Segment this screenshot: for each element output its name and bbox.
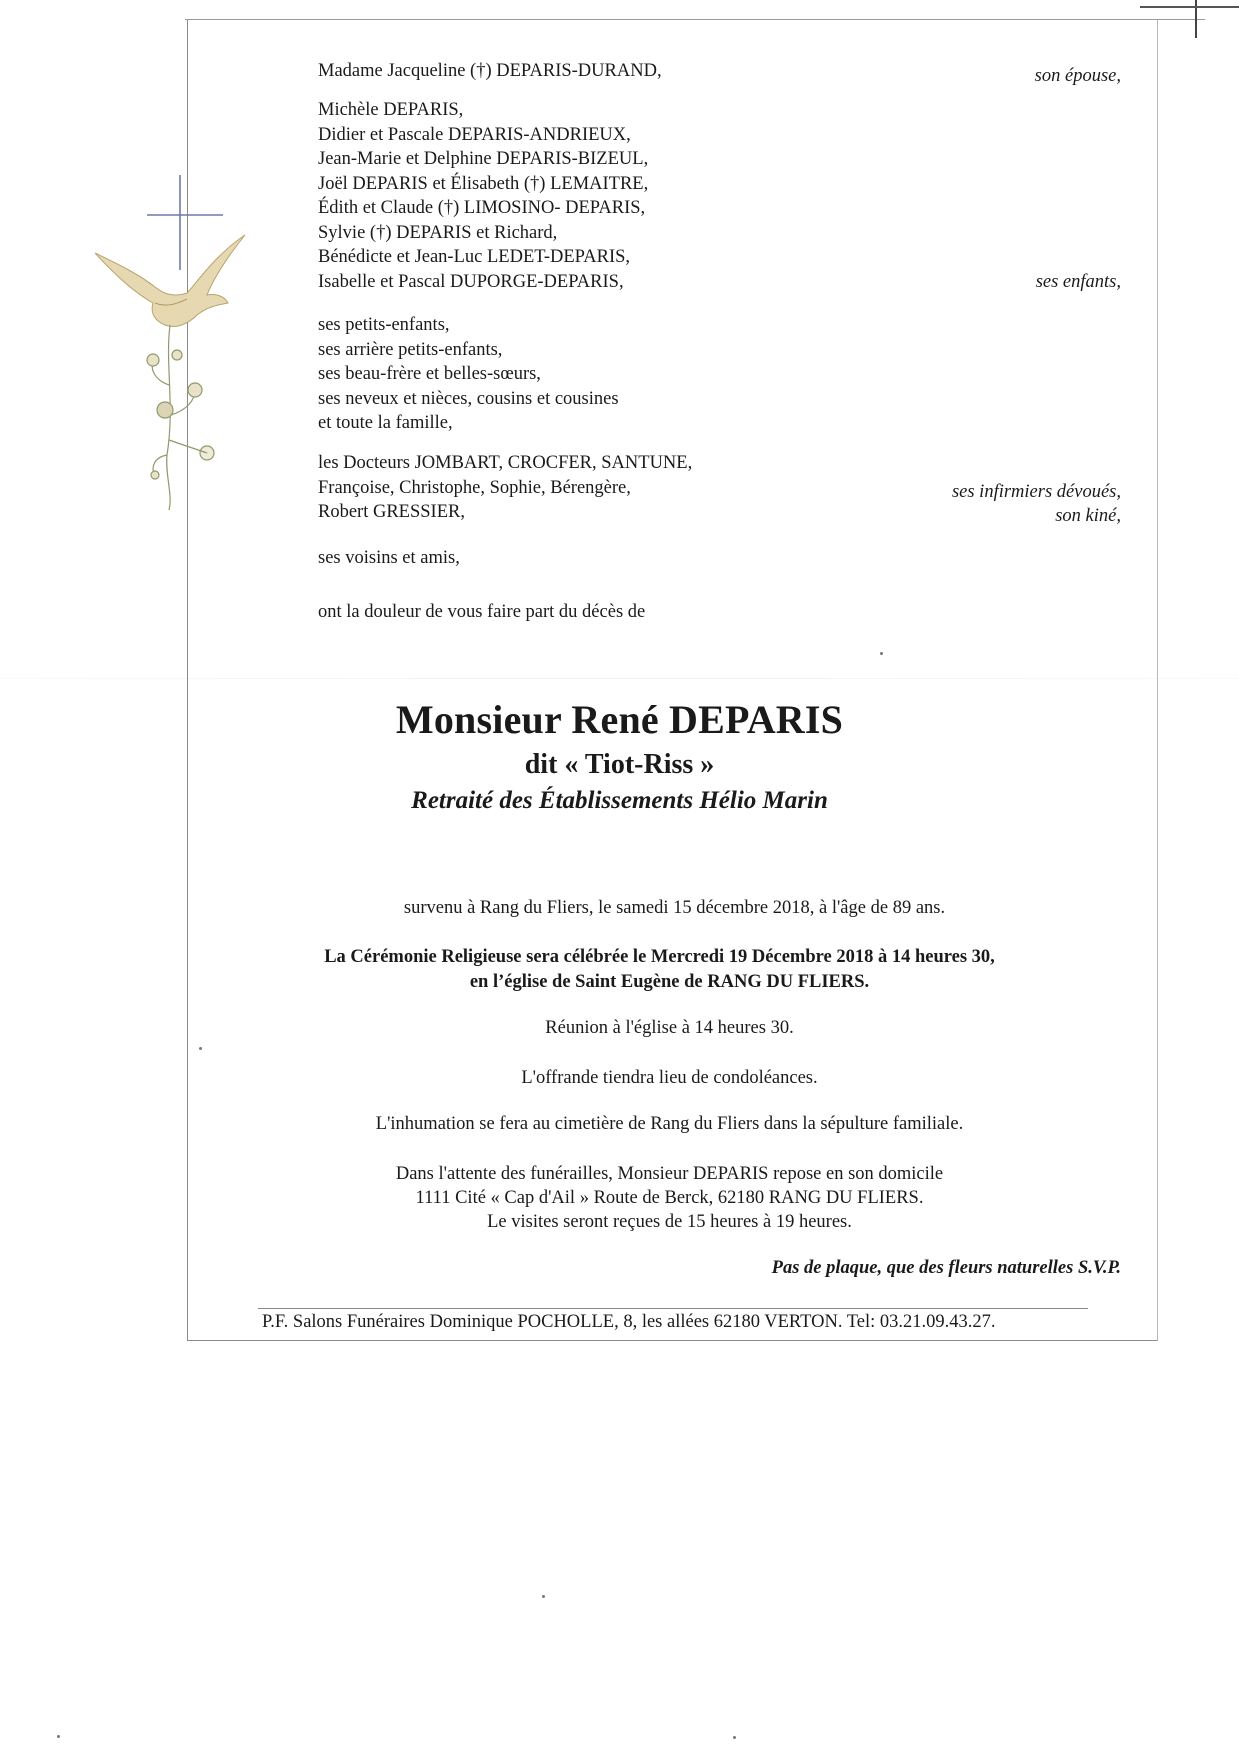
deceased-name: Monsieur René DEPARIS [395,697,844,742]
ceremony-line-1: La Cérémonie Religieuse sera célébrée le Mercredi 19 Décembre 2018 à 14 heures 30, [324,947,995,967]
carer-line: Françoise, Christophe, Sophie, Bérengère, [318,477,631,498]
dove-icon [95,235,245,327]
children-list [318,98,648,294]
meeting-line: Réunion à l'église à 14 heures 30. [545,1018,794,1038]
child-name: Édith et Claude (†) LIMOSINO- DEPARIS, [318,198,646,218]
scan-speck [880,652,883,655]
scan-speck [542,1595,545,1598]
burial-line: L'inhumation se fera au cimetière de Rang du Fliers dans la sépulture familiale. [375,1114,964,1134]
relative-line: ses beau-frère et belles-sœurs, [318,364,541,384]
child-name: Bénédicte et Jean-Luc LEDET-DEPARIS, [318,247,631,267]
scan-mark-line [1140,6,1239,8]
child-name: Joël DEPARIS et Élisabeth (†) LEMAITRE, [318,173,649,194]
spouse-role: son épouse, [1034,66,1121,86]
cross-icon [147,175,223,270]
wake-line-3: Le visites seront reçues de 15 heures à 19 heures. [487,1212,852,1232]
child-name: Sylvie (†) DEPARIS et Richard, [318,222,558,243]
child-name: Jean-Marie et Delphine DEPARIS-BIZEUL, [318,149,649,169]
wake-line-2: 1111 Cité « Cap d'Ail » Route de Berck, 62180 RANG DU FLIERS. [415,1188,924,1208]
friends-line: ses voisins et amis, [318,548,460,568]
scan-speck [199,1047,202,1050]
scan-speck [57,1735,60,1738]
scan-speck [733,1736,736,1739]
carers-list [318,451,692,525]
funeral-home-footer: P.F. Salons Funéraires Dominique POCHOLLE, 8, les allées 62180 VERTON. Tel: 03.21.09.43.27. [262,1312,996,1332]
children-role: ses enfants, [1035,272,1121,292]
child-name: Didier et Pascale DEPARIS-ANDRIEUX, [318,124,631,145]
flower-icon [147,325,214,510]
wake-line-1: Dans l'attente des funérailles, Monsieur DEPARIS repose en son domicile [395,1164,944,1184]
relative-line: ses arrière petits-enfants, [318,339,503,360]
decoration [95,175,265,515]
relatives-list [318,313,619,436]
relative-line: et toute la famille, [318,413,453,433]
carer-line: Robert GRESSIER, [318,502,465,522]
announcement-line: ont la douleur de vous faire part du décès de [318,602,646,622]
flowers-note: Pas de plaque, que des fleurs naturelles S.V.P. [771,1258,1121,1278]
carers-role-physio: son kiné, [1055,506,1121,526]
relative-line: ses petits-enfants, [318,315,450,335]
child-name: Isabelle et Pascal DUPORGE-DEPARIS, [318,271,624,292]
fold-line [0,678,1239,679]
child-name: Michèle DEPARIS, [318,100,464,120]
footer-rule [258,1308,1088,1309]
carer-line: les Docteurs JOMBART, CROCFER, SANTUNE, [318,453,693,473]
death-line: survenu à Rang du Fliers, le samedi 15 décembre 2018, à l'âge de 89 ans. [403,898,946,918]
ceremony-line-2: en l’église de Saint Eugène de RANG DU FLIERS. [469,972,870,992]
spouse-name: Madame Jacqueline (†) DEPARIS-DURAND, [318,61,662,81]
relative-line: ses neveux et nièces, cousins et cousines [318,388,619,409]
carers-role-nurses: ses infirmiers dévoués, [951,482,1121,502]
deceased-occupation: Retraité des Établissements Hélio Marin [411,787,828,814]
offering-line: L'offrande tiendra lieu de condoléances. [521,1068,818,1088]
deceased-nickname: dit « Tiot-Riss » [524,749,715,780]
